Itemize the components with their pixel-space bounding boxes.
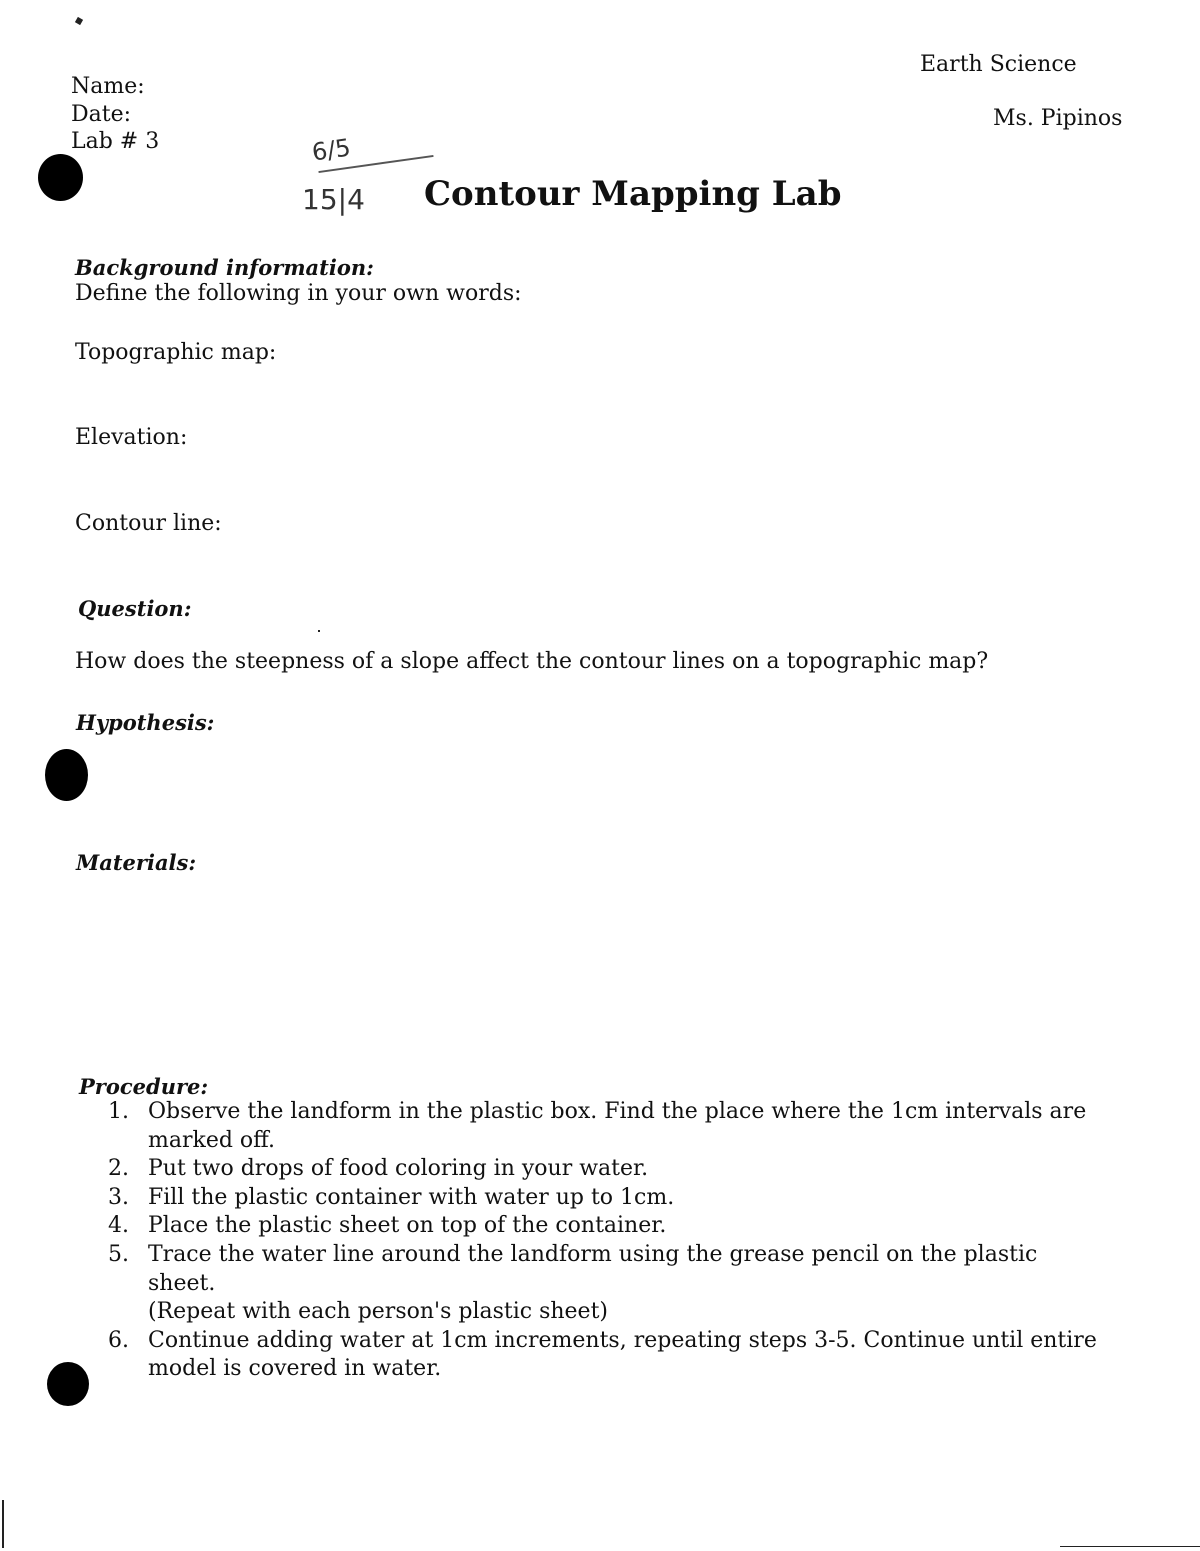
procedure-heading: Procedure: — [79, 1074, 209, 1099]
term-elevation: Elevation: — [75, 425, 188, 450]
step-line: Place the plastic sheet on top of the container. — [148, 1213, 667, 1239]
procedure-step-5 — [108, 1241, 1108, 1327]
background-instruction: Define the following in your own words: — [75, 281, 522, 306]
step-line: model is covered in water. — [148, 1356, 442, 1382]
page-title: Contour Mapping Lab — [424, 174, 842, 214]
step-line: marked off. — [148, 1127, 276, 1153]
step-line: Fill the plastic container with water up to 1cm. — [148, 1184, 675, 1210]
step-number: 2. — [108, 1156, 129, 1182]
handwritten-date: 6/5 — [310, 133, 353, 167]
scan-mark-left-edge — [2, 1500, 4, 1548]
course-name: Earth Science — [920, 52, 1077, 77]
question-heading: Question: — [78, 596, 192, 621]
procedure-step-2 — [108, 1155, 1108, 1184]
question-text: How does the steepness of a slope affect the contour lines on a topographic map? — [75, 649, 989, 674]
scan-dot — [318, 630, 320, 632]
procedure-step-6 — [108, 1327, 1108, 1384]
term-topographic-map: Topographic map: — [75, 340, 277, 365]
scan-mark-bottom-right — [1060, 1546, 1200, 1547]
date-label: Date: — [71, 102, 132, 127]
step-line: Observe the landform in the plastic box. Find the place where the 1cm intervals are — [148, 1099, 1087, 1124]
step-number: 6. — [108, 1327, 129, 1353]
hypothesis-heading: Hypothesis: — [76, 710, 215, 735]
background-heading: Background information: — [75, 255, 374, 280]
procedure-step-4 — [108, 1212, 1108, 1241]
punch-hole-middle — [45, 749, 88, 801]
step-line: (Repeat with each person's plastic sheet) — [148, 1299, 609, 1325]
name-label: Name: — [71, 74, 145, 99]
procedure-step-1 — [108, 1098, 1108, 1155]
procedure-step-3 — [108, 1184, 1108, 1213]
step-number: 4. — [108, 1213, 129, 1239]
scan-mark-top-left — [75, 17, 83, 25]
step-number: 5. — [108, 1241, 129, 1267]
handwritten-score: 15|4 — [302, 183, 365, 216]
step-line: Continue adding water at 1cm increments, repeating steps 3-5. Continue until entire — [148, 1327, 1097, 1353]
procedure-list — [108, 1098, 1108, 1384]
step-number: 1. — [108, 1099, 129, 1124]
punch-hole-top — [38, 154, 83, 201]
teacher-name: Ms. Pipinos — [993, 106, 1123, 131]
step-number: 3. — [108, 1184, 129, 1210]
materials-heading: Materials: — [76, 850, 197, 875]
term-contour-line: Contour line: — [75, 511, 222, 536]
step-line: Trace the water line around the landform using the grease pencil on the plastic sheet. — [148, 1241, 1038, 1296]
punch-hole-bottom — [47, 1362, 89, 1406]
lab-number-label: Lab # 3 — [71, 129, 160, 154]
step-line: Put two drops of food coloring in your water. — [148, 1156, 649, 1182]
